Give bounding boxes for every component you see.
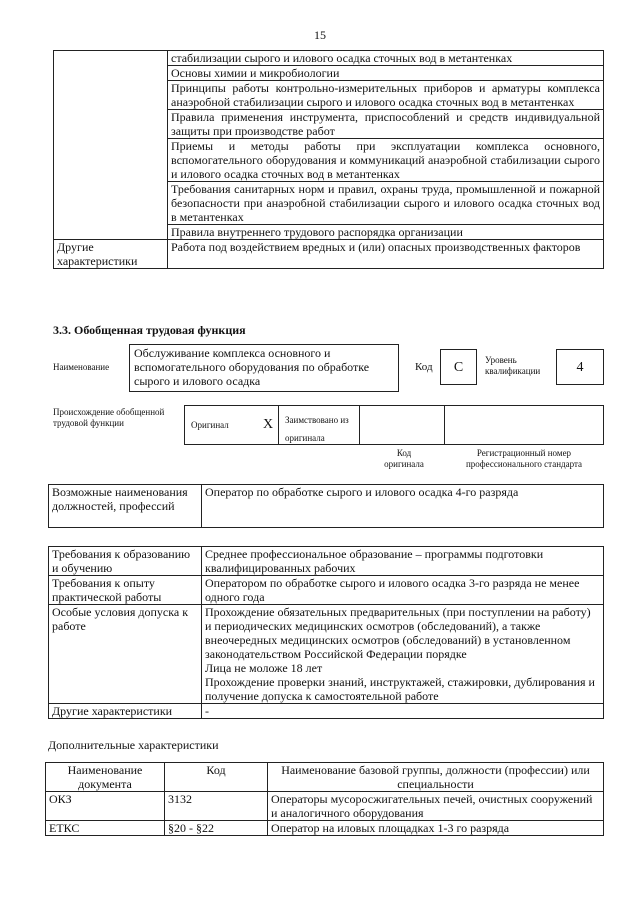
other-characteristics-label: Другие характеристики: [54, 240, 168, 269]
other-characteristics-value: Работа под воздействием вредных и (или) опасных производственных факторов: [168, 240, 604, 269]
name-label: Наименование: [53, 362, 110, 372]
code-label: Код: [415, 361, 433, 373]
origin-reg-cell: [444, 405, 604, 445]
positions-table: [48, 484, 604, 528]
positions-label: Возможные наименования должностей, профессий: [49, 485, 202, 528]
knowledge-row: Правила применения инструмента, приспособлений и средств индивидуальной защиты при производстве работ: [168, 110, 604, 139]
origin-code-cell: [359, 405, 445, 445]
education-label: Требования к образованию и обучению: [49, 547, 202, 576]
level-label: Уровень квалификации: [485, 355, 541, 376]
admission-label: Особые условия допуска к работе: [49, 605, 202, 704]
section-title: 3.3. Обобщенная трудовая функция: [53, 323, 246, 337]
gtf-name-box: [129, 344, 399, 392]
origin-label: Происхождение обобщенной трудовой функции: [53, 407, 165, 428]
group-cell: Операторы мусоросжигательных печей, очистных сооружений и аналогичного оборудования: [268, 792, 604, 821]
positions-value: Оператор по обработке сырого и илового осадка 4-го разряда: [202, 485, 604, 528]
other-req-label: Другие характеристики: [49, 704, 202, 719]
other-req-value: -: [202, 704, 604, 719]
knowledge-row: Основы химии и микробиологии: [168, 66, 604, 81]
table-row: [46, 792, 604, 821]
doc-cell: ЕТКС: [46, 821, 165, 836]
experience-value: Оператором по обработке сырого и илового осадка 3-го разряда не менее одного года: [202, 576, 604, 605]
header-doc-name: Наименование документа: [46, 763, 165, 792]
original-label: Оригинал: [191, 420, 229, 430]
code-value: C: [453, 360, 464, 375]
admission-line: Прохождение проверки знаний, инструктажей, стажировки, дублирования и получение допуска к самостоятельной работе: [205, 675, 595, 703]
knowledge-row: стабилизации сырого и илового осадка сточных вод в метантенках: [168, 51, 604, 66]
header-group-name: Наименование базовой группы, должности (профессии) или специальности: [268, 763, 604, 792]
education-value: Среднее профессиональное образование – программы подготовки квалифицированных рабочих: [202, 547, 604, 576]
additional-title: Дополнительные характеристики: [48, 738, 219, 752]
doc-cell: ОКЗ: [46, 792, 165, 821]
knowledge-row: Приемы и методы работы при эксплуатации комплекса основного, вспомогательного оборудования и коммуникаций анаэробной стабилизации сырого и илового осадка сточных вод в метантенках: [168, 139, 604, 182]
admission-line: Прохождение обязательных предварительных (при поступлении на работу) и периодических медицинских осмотров (обследований), а также внеочередных медицинских осмотров (обследований) в установленном законодательством Российской Федерации порядке: [205, 605, 591, 661]
knowledge-row: Принципы работы контрольно-измерительных приборов и арматуры комплекса анаэробной стабилизации сырого и илового осадка сточных вод в метантенках: [168, 81, 604, 110]
admission-value: [202, 605, 604, 704]
knowledge-table: [53, 50, 604, 269]
code-box: [440, 349, 477, 385]
experience-label: Требования к опыту практической работы: [49, 576, 202, 605]
level-value: 4: [576, 360, 584, 375]
additional-table: [45, 762, 604, 836]
knowledge-label-cell: [54, 51, 168, 240]
group-cell: Оператор на иловых площадках 1-3 го разряда: [268, 821, 604, 836]
borrowed-label: Заимствовано из оригинала: [285, 415, 349, 443]
origin-original-cell: [184, 405, 279, 445]
admission-line: Лица не моложе 18 лет: [205, 661, 323, 675]
knowledge-row: Правила внутреннего трудового распорядка организации: [168, 225, 604, 240]
reg-number-caption: Регистрационный номер профессионального стандарта: [465, 448, 583, 469]
knowledge-row: Требования санитарных норм и правил, охраны труда, промышленной и пожарной безопасности при анаэробной стабилизации сырого и илового осадка сточных вод в метантенках: [168, 182, 604, 225]
header-code: Код: [165, 763, 268, 792]
table-row: [46, 821, 604, 836]
original-mark: X: [263, 417, 274, 432]
requirements-table: [48, 546, 604, 719]
page-number: 15: [314, 28, 326, 42]
code-cell: 3132: [165, 792, 268, 821]
origin-borrowed-cell: [278, 405, 360, 445]
code-cell: §20 - §22: [165, 821, 268, 836]
code-origin-caption: Код оригинала: [384, 448, 424, 469]
level-box: [556, 349, 604, 385]
gtf-name-value: Обслуживание комплекса основного и вспомогательного оборудования по обработке сырого и илового осадка: [134, 346, 370, 388]
